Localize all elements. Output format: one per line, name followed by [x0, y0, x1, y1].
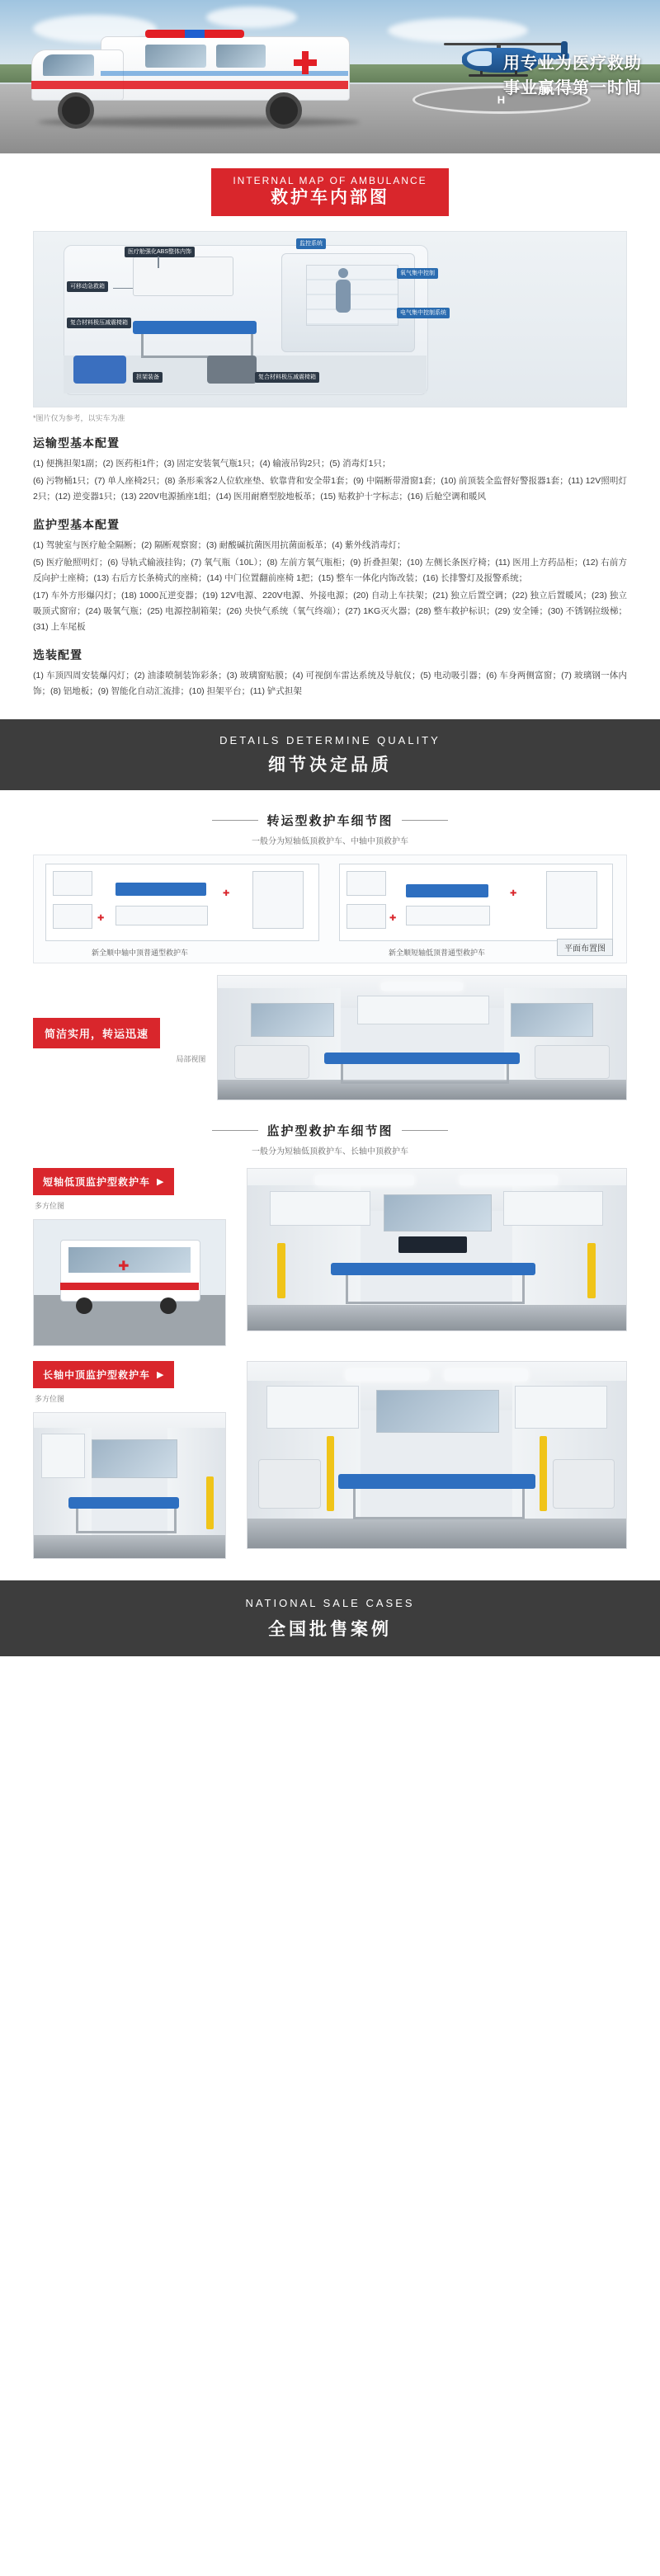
monitor-card-1 — [33, 1168, 627, 1346]
cloud-icon — [206, 7, 297, 28]
spec-monitor — [33, 516, 627, 635]
spec-monitor-line-2: (17) 车外方形爆闪灯；(18) 1000瓦逆变器；(19) 12V电源、220V电源、外接电源；(20) 自动上车扶架；(21) 独立后置空调；(22) 独立后置暖风；(23) 独立吸顶式窗帘；(24) 吸氧气瓶；(25) 电源控制箱架；(26) 央快气系统（氧气终端）；(27) 1KG灭火器；(28) 整车救护标识；(29) 安全锤；(30) 不锈钢拉级梯；(31) 上车尾板 — [33, 591, 627, 632]
transport-detail-heading-wrap — [0, 812, 660, 829]
diagram-seat-blue — [73, 356, 126, 384]
patient-figure-icon — [336, 268, 351, 316]
footer-cn: 全国批售案例 — [268, 1619, 392, 1639]
transport-photo-row — [33, 975, 627, 1100]
footer-en: NATIONAL SALE CASES — [245, 1596, 415, 1609]
transport-interior-photo — [217, 975, 627, 1100]
interior-title — [211, 168, 448, 216]
transport-detail-label: 简洁实用，转运迅速 — [33, 1018, 160, 1048]
ambulance-illustration — [21, 28, 368, 135]
callout-electrical-control: 电气集中控制系统 — [397, 308, 450, 318]
diagram-seat-grey — [207, 356, 257, 384]
monitor-card-2 — [33, 1361, 627, 1559]
monitor-photo-interior-2b — [247, 1361, 627, 1549]
spec-optional — [33, 647, 627, 699]
monitor-card-1-note: 多方位图 — [35, 1202, 65, 1210]
floorplan-caption-left: 新全顺中轴中顶普通型救护车 — [92, 949, 189, 957]
floorplan-left: ✚ ✚ — [45, 864, 319, 941]
monitor-card-1-text: 短轴低顶监护型救护车 — [43, 1176, 151, 1188]
monitor-card-2-label — [33, 1361, 174, 1388]
diagram-stretcher — [133, 321, 257, 334]
callout-first-aid-kit: 可移动急救箱 — [67, 281, 108, 292]
interior-title-wrap — [0, 153, 660, 221]
callout-seat-box-right: 复合材料极压减震椅箱 — [255, 372, 319, 383]
floorplan-caption-right: 新全顺短轴低顶普通型救护车 — [389, 949, 486, 957]
callout-oxygen-control: 氧气集中控制 — [397, 268, 438, 279]
red-cross-icon — [294, 51, 317, 74]
transport-detail-note: 一般分为短轴低顶救护车、中轴中顶救护车 — [252, 837, 408, 846]
interior-diagram — [33, 231, 627, 407]
transport-detail-label-note: 局部视图 — [176, 1055, 206, 1063]
footer-banner — [0, 1580, 660, 1656]
details-banner-en: DETAILS DETERMINE QUALITY — [219, 733, 441, 746]
interior-title-cn: 救护车内部图 — [271, 188, 389, 207]
monitor-photo-interior-1 — [247, 1168, 627, 1331]
hero-banner — [0, 0, 660, 153]
diagram-cabinet — [133, 257, 233, 296]
callout-interior-abs: 医疗舱强化ABS整体内饰 — [125, 247, 195, 257]
callout-stretcher-equipment: 担架装备 — [133, 372, 163, 383]
spec-monitor-line-0: (1) 驾驶室与医疗舱全隔断；(2) 隔断观察窗；(3) 耐酸碱抗菌医用抗菌面板革；(4) 紫外线消毒灯； — [33, 540, 406, 550]
floorplan-tag: 平面布置图 — [557, 939, 613, 956]
monitor-photo-exterior: ✚ — [33, 1219, 226, 1346]
spec-transport — [33, 435, 627, 505]
rule-right — [402, 820, 448, 821]
details-banner-cn: 细节决定品质 — [268, 755, 392, 775]
interior-title-en: INTERNAL MAP OF AMBULANCE — [233, 175, 427, 186]
spec-optional-line-0: (1) 车顶四周安装爆闪灯；(2) 油漆喷制装饰彩条；(3) 玻璃窗贴膜；(4) 可视倒车雷达系统及导航仪；(5) 电动吸引器；(6) 车身两侧富窗；(7) 玻璃钢一体内饰；(8) 铝地板；(9) 智能化自动汇流排；(10) 担架平台；(11) 铲式担架 — [33, 671, 627, 696]
spec-transport-line-1: (6) 污物桶1只；(7) 单人座椅2只；(8) 条形乘客2人位软座垫、软靠背和安全带1套；(9) 中隔断带滑窗1套；(10) 前顶装全监督好警报器1套；(11) 12V照明灯2只；(12) 逆变器1只；(13) 220V电源插座1组；(14) 医用耐磨型胶地板革；(15) 贴救护十字标志；(16) 后舱空调和暖风 — [33, 476, 627, 502]
arrow-right-icon: ▶ — [157, 1177, 165, 1187]
transport-detail-heading: 转运型救护车细节图 — [266, 814, 394, 828]
spec-monitor-line-1: (5) 医疗舱照明灯；(6) 导轨式输液挂钩；(7) 氧气瓶（10L）；(8) 左前方氧气瓶柜；(9) 折叠担架；(10) 左侧长条医疗椅；(11) 医用上方药品柜；(12) 右前方反向护士座椅；(13) 右后方长条椅式的座椅；(14) 中门位置翻前座椅 1把；(15) 整车一体化内饰改装；(16) 长排警灯及报警系统； — [33, 558, 627, 583]
monitor-card-2-note: 多方位图 — [35, 1395, 65, 1403]
hero-caption — [503, 51, 642, 101]
monitor-card-2-text: 长轴中顶监护型救护车 — [43, 1369, 151, 1381]
monitor-photo-interior-2a — [33, 1412, 226, 1559]
monitor-detail-heading: 监护型救护车细节图 — [266, 1124, 394, 1138]
floorplan-right: ✚ ✚ — [339, 864, 613, 941]
monitor-detail-heading-wrap — [0, 1122, 660, 1139]
rule-left — [212, 1130, 258, 1131]
callout-seat-box-left: 复合材料极压减震椅箱 — [67, 318, 131, 328]
callout-monitoring-system: 监控系统 — [296, 238, 326, 249]
floorplan-panel — [33, 855, 627, 963]
helipad-mark: H — [497, 93, 507, 106]
spec-transport-heading: 运输型基本配置 — [33, 436, 120, 450]
rule-right — [402, 1130, 448, 1131]
details-banner — [0, 719, 660, 790]
rule-left — [212, 820, 258, 821]
spec-optional-heading: 选装配置 — [33, 648, 82, 662]
spec-transport-line-0: (1) 便携担架1副；(2) 医药柜1件；(3) 固定安装氧气瓶1只；(4) 输液吊钩2只；(5) 消毒灯1只； — [33, 459, 391, 469]
diagram-stretcher-legs — [141, 334, 253, 358]
hero-caption-line1: 用专业为医疗救助 — [503, 54, 642, 73]
spec-monitor-heading: 监护型基本配置 — [33, 518, 120, 531]
diagram-note: *图片仅为参考，以实车为准 — [33, 414, 125, 422]
hero-caption-line2: 事业赢得第一时间 — [503, 79, 642, 97]
diagram-control-panel — [306, 265, 398, 326]
arrow-right-icon: ▶ — [157, 1370, 165, 1380]
monitor-card-1-label — [33, 1168, 174, 1195]
monitor-detail-note: 一般分为短轴低顶救护车、长轴中顶救护车 — [252, 1147, 408, 1156]
